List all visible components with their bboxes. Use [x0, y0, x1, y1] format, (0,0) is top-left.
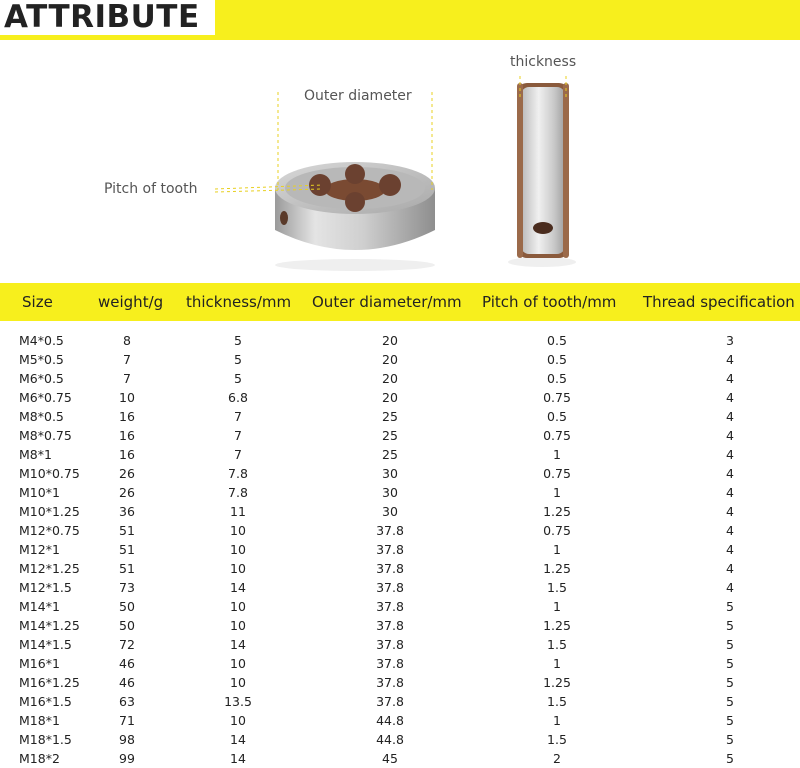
weight-cell: 98 — [119, 732, 135, 747]
pitch-cell: 1.5 — [547, 637, 567, 652]
outer-diameter-cell: 25 — [382, 447, 398, 462]
weight-cell: 50 — [119, 618, 135, 633]
pitch-cell: 1.25 — [543, 504, 571, 519]
table-row — [0, 369, 800, 388]
size-cell: M18*1.5 — [19, 732, 72, 747]
product-illustration — [0, 40, 800, 280]
size-cell: M12*0.75 — [19, 523, 80, 538]
pitch-cell: 1.5 — [547, 732, 567, 747]
thickness-cell: 14 — [230, 637, 246, 652]
thread-spec-cell: 5 — [726, 751, 734, 766]
weight-cell: 26 — [119, 485, 135, 500]
size-cell: M12*1.5 — [19, 580, 72, 595]
thread-spec-cell: 4 — [726, 428, 734, 443]
table-row — [0, 559, 800, 578]
pitch-cell: 1 — [553, 485, 561, 500]
pitch-cell: 0.5 — [547, 352, 567, 367]
thickness-cell: 14 — [230, 732, 246, 747]
outer-diameter-cell: 25 — [382, 428, 398, 443]
thickness-cell: 7.8 — [228, 466, 248, 481]
round-die-angled-icon — [275, 162, 435, 271]
pitch-cell: 1 — [553, 713, 561, 728]
attribute-banner — [0, 0, 800, 40]
thickness-cell: 5 — [234, 333, 242, 348]
pitch-of-tooth-label: Pitch of tooth — [104, 181, 198, 197]
outer-diameter-cell: 45 — [382, 751, 398, 766]
table-row — [0, 540, 800, 559]
pitch-cell: 0.75 — [543, 428, 571, 443]
outer-diameter-cell: 20 — [382, 333, 398, 348]
thread-spec-cell: 4 — [726, 447, 734, 462]
outer-diameter-cell: 25 — [382, 409, 398, 424]
outer-diameter-cell: 37.8 — [376, 694, 404, 709]
table-row — [0, 730, 800, 749]
weight-cell: 99 — [119, 751, 135, 766]
page-title: ATTRIBUTE — [0, 0, 215, 35]
outer-diameter-cell: 37.8 — [376, 599, 404, 614]
size-cell: M14*1.25 — [19, 618, 80, 633]
size-cell: M10*1.25 — [19, 504, 80, 519]
thread-spec-cell: 4 — [726, 523, 734, 538]
thread-spec-cell: 4 — [726, 485, 734, 500]
thickness-cell: 11 — [230, 504, 246, 519]
weight-cell: 36 — [119, 504, 135, 519]
table-row — [0, 616, 800, 635]
pitch-cell: 1.5 — [547, 580, 567, 595]
table-row — [0, 597, 800, 616]
outer-diameter-cell: 37.8 — [376, 561, 404, 576]
size-cell: M6*0.75 — [19, 390, 72, 405]
table-row — [0, 635, 800, 654]
thickness-cell: 10 — [230, 542, 246, 557]
weight-cell: 51 — [119, 561, 135, 576]
column-header-pitch-of-tooth: Pitch of tooth/mm — [482, 293, 617, 311]
thread-spec-cell: 4 — [726, 580, 734, 595]
weight-cell: 8 — [123, 333, 131, 348]
pitch-cell: 0.75 — [543, 523, 571, 538]
weight-cell: 72 — [119, 637, 135, 652]
column-header-weight: weight/g — [98, 293, 164, 311]
thickness-cell: 13.5 — [224, 694, 252, 709]
table-row — [0, 502, 800, 521]
size-cell: M8*0.75 — [19, 428, 72, 443]
outer-diameter-cell: 37.8 — [376, 580, 404, 595]
weight-cell: 71 — [119, 713, 135, 728]
thread-spec-cell: 5 — [726, 732, 734, 747]
size-cell: M18*2 — [19, 751, 60, 766]
thread-spec-cell: 4 — [726, 504, 734, 519]
thickness-cell: 14 — [230, 751, 246, 766]
outer-diameter-cell: 37.8 — [376, 656, 404, 671]
size-cell: M18*1 — [19, 713, 60, 728]
pitch-cell: 1.25 — [543, 618, 571, 633]
weight-cell: 7 — [123, 371, 131, 386]
table-row — [0, 673, 800, 692]
thread-spec-cell: 4 — [726, 561, 734, 576]
table-header — [0, 283, 800, 321]
outer-diameter-cell: 37.8 — [376, 542, 404, 557]
size-cell: M12*1 — [19, 542, 60, 557]
thread-spec-cell: 4 — [726, 409, 734, 424]
table-row — [0, 407, 800, 426]
size-cell: M14*1 — [19, 599, 60, 614]
weight-cell: 26 — [119, 466, 135, 481]
table-row — [0, 426, 800, 445]
table-row — [0, 749, 800, 768]
pitch-cell: 0.75 — [543, 390, 571, 405]
weight-cell: 16 — [119, 428, 135, 443]
table-row — [0, 654, 800, 673]
thickness-cell: 6.8 — [228, 390, 248, 405]
thickness-cell: 7.8 — [228, 485, 248, 500]
table-row — [0, 692, 800, 711]
thickness-cell: 10 — [230, 618, 246, 633]
outer-diameter-cell: 44.8 — [376, 732, 404, 747]
thickness-cell: 10 — [230, 561, 246, 576]
outer-diameter-cell: 30 — [382, 504, 398, 519]
outer-diameter-cell: 37.8 — [376, 523, 404, 538]
pitch-cell: 2 — [553, 751, 561, 766]
thickness-cell: 7 — [234, 428, 242, 443]
thickness-cell: 10 — [230, 599, 246, 614]
size-cell: M8*0.5 — [19, 409, 64, 424]
table-row — [0, 464, 800, 483]
outer-diameter-label: Outer diameter — [304, 88, 412, 104]
size-cell: M16*1.5 — [19, 694, 72, 709]
column-header-outer-diameter: Outer diameter/mm — [312, 293, 462, 311]
thickness-cell: 10 — [230, 523, 246, 538]
size-cell: M12*1.25 — [19, 561, 80, 576]
weight-cell: 16 — [119, 447, 135, 462]
thickness-cell: 7 — [234, 409, 242, 424]
thread-spec-cell: 5 — [726, 656, 734, 671]
pitch-cell: 1.5 — [547, 694, 567, 709]
pitch-cell: 1 — [553, 599, 561, 614]
weight-cell: 63 — [119, 694, 135, 709]
thread-spec-cell: 4 — [726, 352, 734, 367]
column-header-thickness: thickness/mm — [186, 293, 292, 311]
thickness-cell: 14 — [230, 580, 246, 595]
size-cell: M16*1.25 — [19, 675, 80, 690]
table-row — [0, 521, 800, 540]
thread-spec-cell: 5 — [726, 618, 734, 633]
outer-diameter-cell: 30 — [382, 485, 398, 500]
pitch-cell: 0.5 — [547, 371, 567, 386]
size-cell: M5*0.5 — [19, 352, 64, 367]
pitch-cell: 1 — [553, 656, 561, 671]
table-row — [0, 331, 800, 350]
thread-spec-cell: 4 — [726, 542, 734, 557]
pitch-cell: 0.75 — [543, 466, 571, 481]
thickness-cell: 10 — [230, 713, 246, 728]
round-die-side-icon — [508, 83, 576, 267]
size-cell: M6*0.5 — [19, 371, 64, 386]
weight-cell: 73 — [119, 580, 135, 595]
table-row — [0, 350, 800, 369]
pitch-cell: 1 — [553, 447, 561, 462]
weight-cell: 46 — [119, 656, 135, 671]
column-header-thread-specification: Thread specification — [643, 293, 795, 311]
thickness-cell: 10 — [230, 656, 246, 671]
size-cell: M4*0.5 — [19, 333, 64, 348]
thread-spec-cell: 4 — [726, 390, 734, 405]
table-row — [0, 711, 800, 730]
thread-spec-cell: 5 — [726, 694, 734, 709]
thickness-label: thickness — [510, 54, 577, 70]
table-row — [0, 483, 800, 502]
size-cell: M8*1 — [19, 447, 52, 462]
thread-spec-cell: 3 — [726, 333, 734, 348]
pitch-cell: 1.25 — [543, 675, 571, 690]
outer-diameter-cell: 37.8 — [376, 618, 404, 633]
pitch-cell: 1.25 — [543, 561, 571, 576]
weight-cell: 16 — [119, 409, 135, 424]
outer-diameter-cell: 37.8 — [376, 675, 404, 690]
pitch-cell: 0.5 — [547, 333, 567, 348]
weight-cell: 46 — [119, 675, 135, 690]
thread-spec-cell: 4 — [726, 466, 734, 481]
thread-spec-cell: 5 — [726, 599, 734, 614]
outer-diameter-cell: 20 — [382, 371, 398, 386]
outer-diameter-cell: 30 — [382, 466, 398, 481]
pitch-cell: 0.5 — [547, 409, 567, 424]
table-row — [0, 578, 800, 597]
thread-spec-cell: 4 — [726, 371, 734, 386]
thread-spec-cell: 5 — [726, 713, 734, 728]
pitch-cell: 1 — [553, 542, 561, 557]
size-cell: M16*1 — [19, 656, 60, 671]
thickness-cell: 5 — [234, 352, 242, 367]
product-diagram — [0, 40, 800, 280]
weight-cell: 51 — [119, 542, 135, 557]
outer-diameter-cell: 20 — [382, 390, 398, 405]
weight-cell: 51 — [119, 523, 135, 538]
outer-diameter-cell: 20 — [382, 352, 398, 367]
table-row — [0, 388, 800, 407]
specification-table-body — [0, 331, 800, 768]
thickness-cell: 10 — [230, 675, 246, 690]
column-header-size: Size — [22, 293, 53, 311]
weight-cell: 10 — [119, 390, 135, 405]
outer-diameter-cell: 44.8 — [376, 713, 404, 728]
table-row — [0, 445, 800, 464]
size-cell: M10*1 — [19, 485, 60, 500]
weight-cell: 50 — [119, 599, 135, 614]
thickness-cell: 7 — [234, 447, 242, 462]
size-cell: M14*1.5 — [19, 637, 72, 652]
outer-diameter-cell: 37.8 — [376, 637, 404, 652]
size-cell: M10*0.75 — [19, 466, 80, 481]
thread-spec-cell: 5 — [726, 637, 734, 652]
weight-cell: 7 — [123, 352, 131, 367]
thickness-cell: 5 — [234, 371, 242, 386]
thread-spec-cell: 5 — [726, 675, 734, 690]
